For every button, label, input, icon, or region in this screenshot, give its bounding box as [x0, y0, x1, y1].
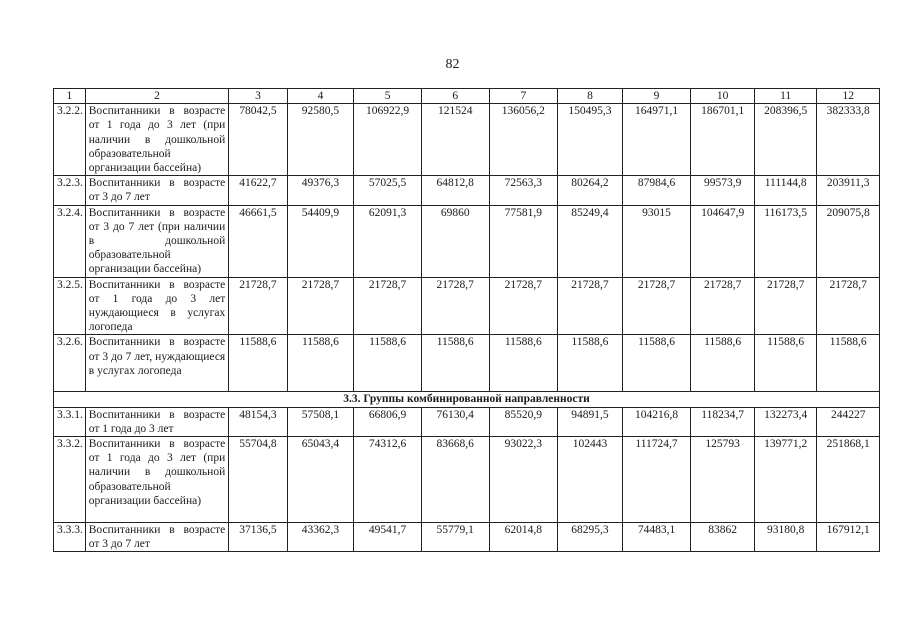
value-cell: 244227	[817, 407, 880, 436]
value-cell: 11588,6	[421, 335, 489, 392]
value-cell: 77581,9	[489, 205, 558, 277]
value-cell: 76130,4	[421, 407, 489, 436]
value-cell: 132273,4	[754, 407, 817, 436]
column-number: 1	[54, 89, 86, 104]
value-cell: 21728,7	[354, 277, 422, 335]
value-cell: 167912,1	[817, 523, 880, 552]
row-code: 3.3.3.	[54, 523, 86, 552]
value-cell: 21728,7	[817, 277, 880, 335]
value-cell: 62014,8	[489, 523, 558, 552]
value-cell: 49541,7	[354, 523, 422, 552]
value-cell: 118234,7	[691, 407, 755, 436]
value-cell: 21728,7	[489, 277, 558, 335]
value-cell: 111144,8	[754, 176, 817, 205]
value-cell: 125793	[691, 437, 755, 523]
row-description: Воспитанники в возрасте от 3 до 7 лет (при наличии в дошкольной образовательной организации бассейна)	[85, 205, 228, 277]
section-row	[54, 392, 880, 407]
row-code: 3.3.1.	[54, 407, 86, 436]
column-number: 5	[354, 89, 422, 104]
value-cell: 11588,6	[754, 335, 817, 392]
value-cell: 85249,4	[558, 205, 623, 277]
value-cell: 11588,6	[229, 335, 287, 392]
table-row	[54, 104, 880, 176]
value-cell: 382333,8	[817, 104, 880, 176]
value-cell: 54409,9	[287, 205, 354, 277]
value-cell: 251868,1	[817, 437, 880, 523]
value-cell: 55779,1	[421, 523, 489, 552]
value-cell: 83862	[691, 523, 755, 552]
value-cell: 69860	[421, 205, 489, 277]
value-cell: 43362,3	[287, 523, 354, 552]
value-cell: 62091,3	[354, 205, 422, 277]
page-number: 82	[445, 57, 460, 72]
column-number: 4	[287, 89, 354, 104]
value-cell: 186701,1	[691, 104, 755, 176]
value-cell: 150495,3	[558, 104, 623, 176]
value-cell: 11588,6	[354, 335, 422, 392]
table-row	[54, 277, 880, 335]
value-cell: 11588,6	[287, 335, 354, 392]
table-body	[54, 89, 880, 552]
row-description: Воспитанники в возрасте от 1 года до 3 лет (при наличии в дошкольной образовательной организации бассейна)	[85, 104, 228, 176]
value-cell: 11588,6	[817, 335, 880, 392]
column-number: 10	[691, 89, 755, 104]
value-cell: 65043,4	[287, 437, 354, 523]
value-cell: 99573,9	[691, 176, 755, 205]
value-cell: 11588,6	[489, 335, 558, 392]
table-row	[54, 523, 880, 552]
value-cell: 78042,5	[229, 104, 287, 176]
value-cell: 46661,5	[229, 205, 287, 277]
table-row	[54, 335, 880, 392]
column-number: 12	[817, 89, 880, 104]
value-cell: 21728,7	[287, 277, 354, 335]
value-cell: 72563,3	[489, 176, 558, 205]
column-number: 8	[558, 89, 623, 104]
value-cell: 85520,9	[489, 407, 558, 436]
table-row	[54, 437, 880, 523]
value-cell: 121524	[421, 104, 489, 176]
row-description: Воспитанники в возрасте от 3 до 7 лет	[85, 176, 228, 205]
value-cell: 208396,5	[754, 104, 817, 176]
value-cell: 11588,6	[691, 335, 755, 392]
value-cell: 11588,6	[558, 335, 623, 392]
value-cell: 57025,5	[354, 176, 422, 205]
column-number: 3	[229, 89, 287, 104]
value-cell: 66806,9	[354, 407, 422, 436]
value-cell: 21728,7	[558, 277, 623, 335]
value-cell: 21728,7	[229, 277, 287, 335]
value-cell: 94891,5	[558, 407, 623, 436]
value-cell: 104647,9	[691, 205, 755, 277]
value-cell: 111724,7	[622, 437, 691, 523]
row-code: 3.3.2.	[54, 437, 86, 523]
row-code: 3.2.3.	[54, 176, 86, 205]
value-cell: 164971,1	[622, 104, 691, 176]
value-cell: 104216,8	[622, 407, 691, 436]
value-cell: 92580,5	[287, 104, 354, 176]
value-cell: 203911,3	[817, 176, 880, 205]
value-cell: 87984,6	[622, 176, 691, 205]
value-cell: 37136,5	[229, 523, 287, 552]
row-description: Воспитанники в возрасте от 3 до 7 лет, нуждающиеся в услугах логопеда	[85, 335, 228, 392]
value-cell: 93180,8	[754, 523, 817, 552]
value-cell: 49376,3	[287, 176, 354, 205]
value-cell: 21728,7	[421, 277, 489, 335]
row-description: Воспитанники в возрасте от 3 до 7 лет	[85, 523, 228, 552]
value-cell: 48154,3	[229, 407, 287, 436]
table-row	[54, 205, 880, 277]
row-description: Воспитанники в возрасте от 1 года до 3 лет	[85, 407, 228, 436]
value-cell: 41622,7	[229, 176, 287, 205]
column-number: 11	[754, 89, 817, 104]
value-cell: 209075,8	[817, 205, 880, 277]
column-number: 6	[421, 89, 489, 104]
row-code: 3.2.5.	[54, 277, 86, 335]
value-cell: 106922,9	[354, 104, 422, 176]
value-cell: 83668,6	[421, 437, 489, 523]
value-cell: 93015	[622, 205, 691, 277]
column-number: 9	[622, 89, 691, 104]
table-row	[54, 407, 880, 436]
value-cell: 93022,3	[489, 437, 558, 523]
row-description: Воспитанники в возрасте от 1 года до 3 лет (при наличии в дошкольной образовательной организации бассейна)	[85, 437, 228, 523]
section-title: 3.3. Группы комбинированной направленности	[54, 392, 880, 407]
row-description: Воспитанники в возрасте от 1 года до 3 лет нуждающиеся в услугах логопеда	[85, 277, 228, 335]
value-cell: 64812,8	[421, 176, 489, 205]
value-cell: 74483,1	[622, 523, 691, 552]
value-cell: 21728,7	[691, 277, 755, 335]
row-code: 3.2.2.	[54, 104, 86, 176]
tariff-table	[53, 88, 880, 552]
table-row	[54, 176, 880, 205]
value-cell: 136056,2	[489, 104, 558, 176]
row-code: 3.2.6.	[54, 335, 86, 392]
column-number-row	[54, 89, 880, 104]
value-cell: 21728,7	[754, 277, 817, 335]
value-cell: 57508,1	[287, 407, 354, 436]
value-cell: 68295,3	[558, 523, 623, 552]
value-cell: 116173,5	[754, 205, 817, 277]
column-number: 2	[85, 89, 228, 104]
value-cell: 55704,8	[229, 437, 287, 523]
value-cell: 74312,6	[354, 437, 422, 523]
value-cell: 11588,6	[622, 335, 691, 392]
value-cell: 21728,7	[622, 277, 691, 335]
column-number: 7	[489, 89, 558, 104]
row-code: 3.2.4.	[54, 205, 86, 277]
value-cell: 80264,2	[558, 176, 623, 205]
value-cell: 139771,2	[754, 437, 817, 523]
value-cell: 102443	[558, 437, 623, 523]
